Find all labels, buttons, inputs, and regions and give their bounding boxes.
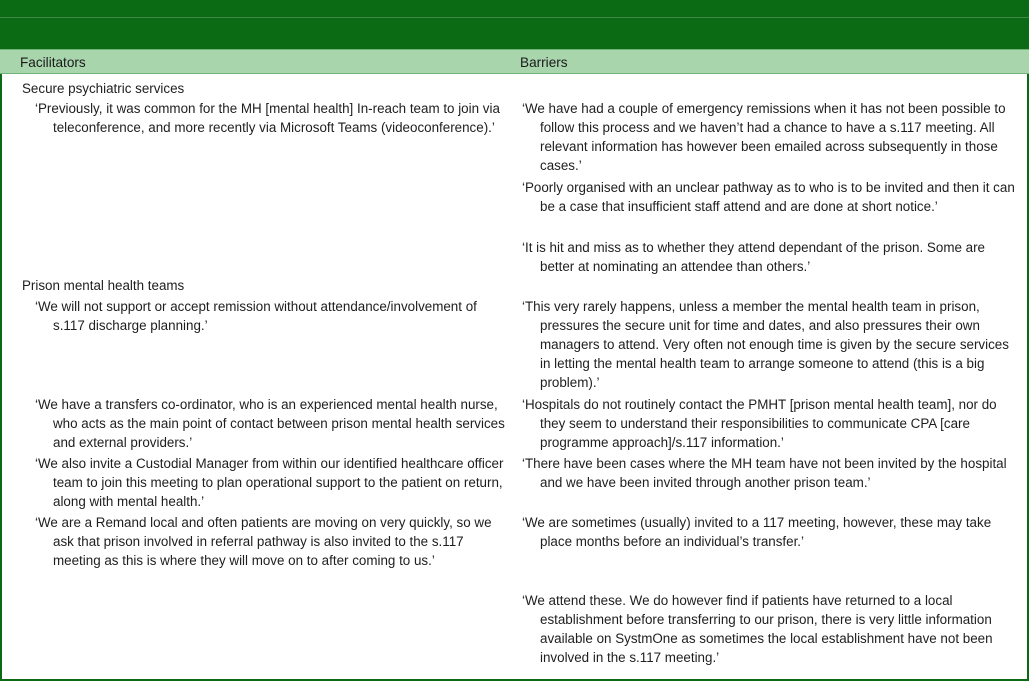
table-header-row	[0, 49, 1029, 74]
barrier-quote: ‘We are sometimes (usually) invited to a 117 meeting, however, these may take place months before an individual’s transfer.’	[522, 515, 992, 549]
table-body	[0, 74, 1029, 681]
column-header-barriers: Barriers	[520, 55, 568, 70]
barrier-quote: ‘It is hit and miss as to whether they attend dependant of the prison. Some are better at nominating an attendee than others.’	[522, 240, 985, 274]
facilitator-quote: ‘We will not support or accept remission without attendance/involvement of s.117 discharge planning.’	[35, 299, 477, 333]
barrier-quote: ‘Hospitals do not routinely contact the PMHT [prison mental health team], nor do they seem to understand their responsibilities to communicate CPA [care programme approach]/s.117 information.’	[522, 397, 997, 450]
column-header-facilitators: Facilitators	[20, 55, 86, 70]
facilitator-quote: ‘We also invite a Custodial Manager from within our identified healthcare officer team to join this meeting to plan operational support to the patient on return, along with mental health.’	[35, 456, 504, 509]
facilitator-quote: ‘Previously, it was common for the MH [mental health] In-reach team to join via teleconference, and more recently via Microsoft Teams (videoconference).’	[35, 101, 500, 135]
barrier-quote: ‘We have had a couple of emergency remissions when it has not been possible to follow this process and we haven’t had a chance to have a s.117 meeting. All relevant information has however been emailed across subsequently in those cases.’	[522, 101, 1006, 173]
facilitator-quote: ‘We have a transfers co-ordinator, who is an experienced mental health nurse, who acts as the main point of contact between prison mental health services and external providers.’	[35, 397, 505, 450]
barrier-quote: ‘Poorly organised with an unclear pathway as to who is to be invited and then it can be a case that insufficient staff attend and are done at short notice.’	[522, 180, 1015, 214]
barrier-quote: ‘This very rarely happens, unless a member the mental health team in prison, pressures the secure unit for time and dates, and also pressures their own managers to attend. Very often not enough time is given by the secure services in letting the mental health team to arrange someone to attend (this is a big problem).’	[522, 299, 1009, 390]
section-title: Prison mental health teams	[22, 278, 185, 293]
facilitator-quote: ‘We are a Remand local and often patients are moving on very quickly, so we ask that prison involved in referral pathway is also invited to the s.117 meeting as this is where they will move on to after coming to us.’	[35, 515, 492, 568]
barrier-quote: ‘We attend these. We do however find if patients have returned to a local establishment before transferring to our prison, there is very little information available on SystmOne as sometimes the local establishment have not been involved in the s.117 meeting.’	[522, 593, 993, 665]
barrier-quote: ‘There have been cases where the MH team have not been invited by the hospital and we have been invited through another prison team.’	[522, 456, 1007, 490]
table-title-bar	[0, 18, 1029, 49]
table-top-bar	[0, 0, 1029, 18]
section-title: Secure psychiatric services	[22, 81, 185, 96]
